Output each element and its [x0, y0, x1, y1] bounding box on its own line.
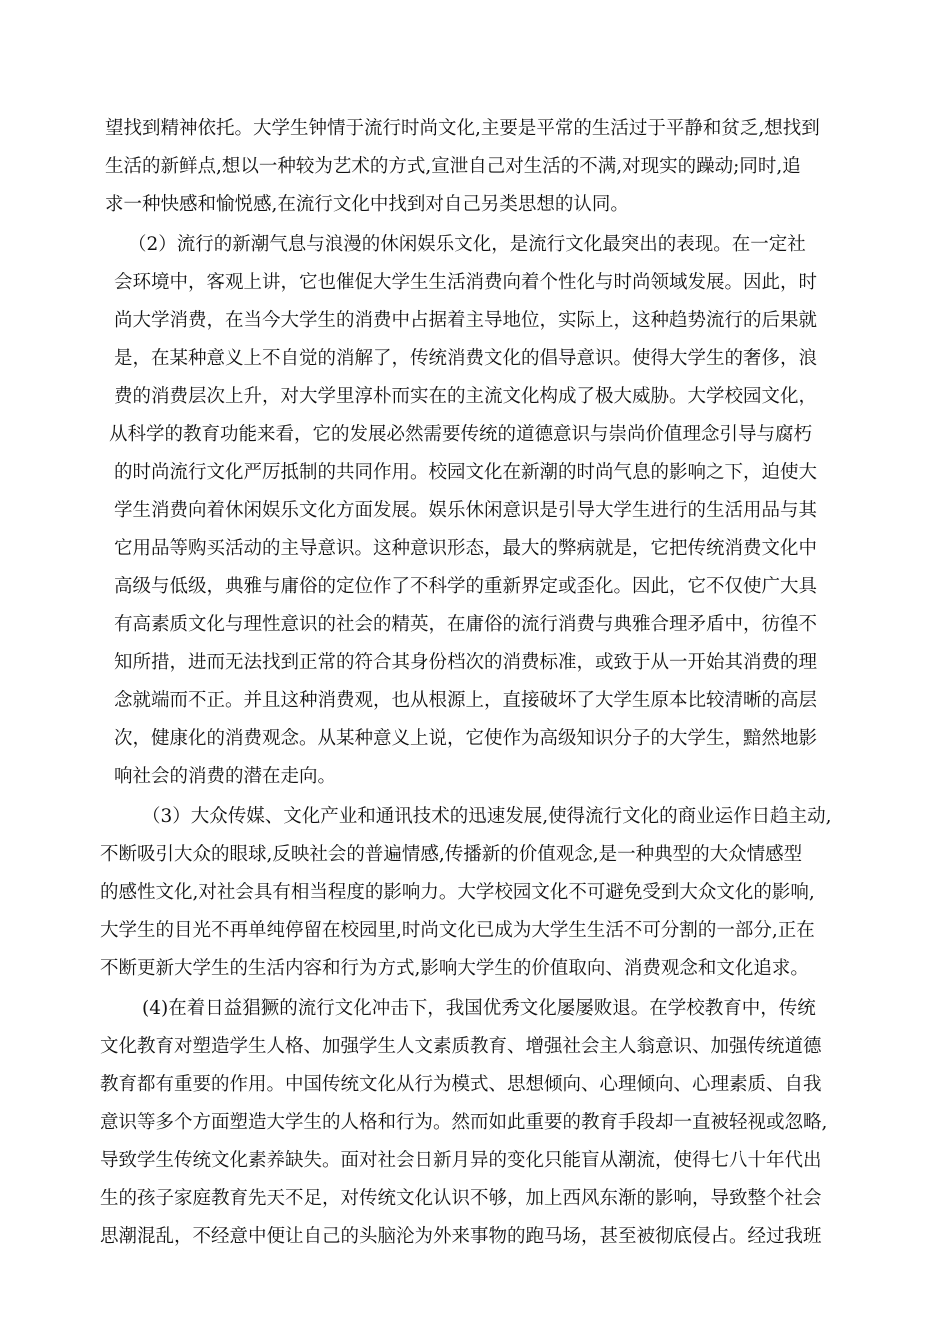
text-line: 思潮混乱，不经意中便让自己的头脑沦为外来事物的跑马场，甚至被彻底侵占。经过我班: [100, 1226, 822, 1247]
text-line: 文化教育对塑造学生人格、加强学生人文素质教育、增强社会主人翁意识、加强传统道德: [100, 1036, 822, 1057]
text-line: 教育都有重要的作用。中国传统文化从行为模式、思想倾向、心理倾向、心理素质、自我: [100, 1074, 822, 1095]
text-line: 的感性文化,对社会具有相当程度的影响力。大学校园文化不可避免受到大众文化的影响,: [100, 882, 815, 903]
text-line: 响社会的消费的潜在走向。: [114, 766, 337, 787]
text-line: （3）大众传媒、文化产业和通讯技术的迅速发展,使得流行文化的商业运作日趋主动,: [142, 806, 832, 827]
text-line: 念就端而不正。并且这种消费观，也从根源上，直接破坏了大学生原本比较清晰的高层: [114, 690, 818, 711]
text-line: 意识等多个方面塑造大学生的人格和行为。然而如此重要的教育手段却一直被轻视或忽略,: [100, 1112, 828, 1133]
text-line: 生的孩子家庭教育先天不足，对传统文化认识不够，加上西风东渐的影响，导致整个社会: [100, 1188, 822, 1209]
text-line: 是，在某种意义上不自觉的消解了，传统消费文化的倡导意识。使得大学生的奢侈，浪: [114, 348, 818, 369]
text-line: 从科学的教育功能来看，它的发展必然需要传统的道德意识与崇尚价值理念引导与腐朽: [109, 424, 813, 445]
text-line: 有高素质文化与理性意识的社会的精英，在庸俗的流行消费与典雅合理矛盾中，彷徨不: [114, 614, 818, 635]
text-line: 知所措，进而无法找到正常的符合其身份档次的消费标准，或致于从一开始其消费的理: [114, 652, 818, 673]
text-line: 不断吸引大众的眼球,反映社会的普遍情感,传播新的价值观念,是一种典型的大众情感型: [100, 844, 803, 865]
text-line: 次，健康化的消费观念。从某种意义上说，它使作为高级知识分子的大学生，黯然地影: [114, 728, 818, 749]
text-line: 费的消费层次上升，对大学里淳朴而实在的主流文化构成了极大威胁。大学校园文化，: [114, 386, 818, 407]
text-line: 学生消费向着休闲娱乐文化方面发展。娱乐休闲意识是引导大学生进行的生活用品与其: [114, 500, 818, 521]
text-line: 它用品等购买活动的主导意识。这种意识形态，最大的弊病就是，它把传统消费文化中: [114, 538, 818, 559]
text-line: 导致学生传统文化素养缺失。面对社会日新月异的变化只能盲从潮流，使得七八十年代出: [100, 1150, 822, 1171]
text-line: 求一种快感和愉悦感,在流行文化中找到对自己另类思想的认同。: [105, 194, 629, 215]
text-line: 会环境中，客观上讲，它也催促大学生生活消费向着个性化与时尚领域发展。因此，时: [114, 272, 818, 293]
text-line: (4)在着日益猖獗的流行文化冲击下，我国优秀文化屡屡败退。在学校教育中，传统: [142, 998, 816, 1019]
text-line: 不断更新大学生的生活内容和行为方式,影响大学生的价值取向、消费观念和文化追求。: [100, 958, 809, 979]
text-line: （2）流行的新潮气息与浪漫的休闲娱乐文化，是流行文化最突出的表现。在一定社: [128, 234, 806, 255]
text-line: 大学生的目光不再单纯停留在校园里,时尚文化已成为大学生生活不可分割的一部分,正在: [100, 920, 815, 941]
text-line: 生活的新鲜点,想以一种较为艺术的方式,宣泄自己对生活的不满,对现实的躁动;同时,追: [105, 156, 801, 177]
text-line: 高级与低级，典雅与庸俗的定位作了不科学的重新界定或歪化。因此，它不仅使广大具: [114, 576, 818, 597]
text-line: 尚大学消费，在当今大学生的消费中占据着主导地位，实际上，这种趋势流行的后果就: [114, 310, 818, 331]
text-line: 的时尚流行文化严厉抵制的共同作用。校园文化在新潮的时尚气息的影响之下，迫使大: [114, 462, 818, 483]
text-line: 望找到精神依托。大学生钟情于流行时尚文化,主要是平常的生活过于平静和贫乏,想找到: [105, 118, 820, 139]
